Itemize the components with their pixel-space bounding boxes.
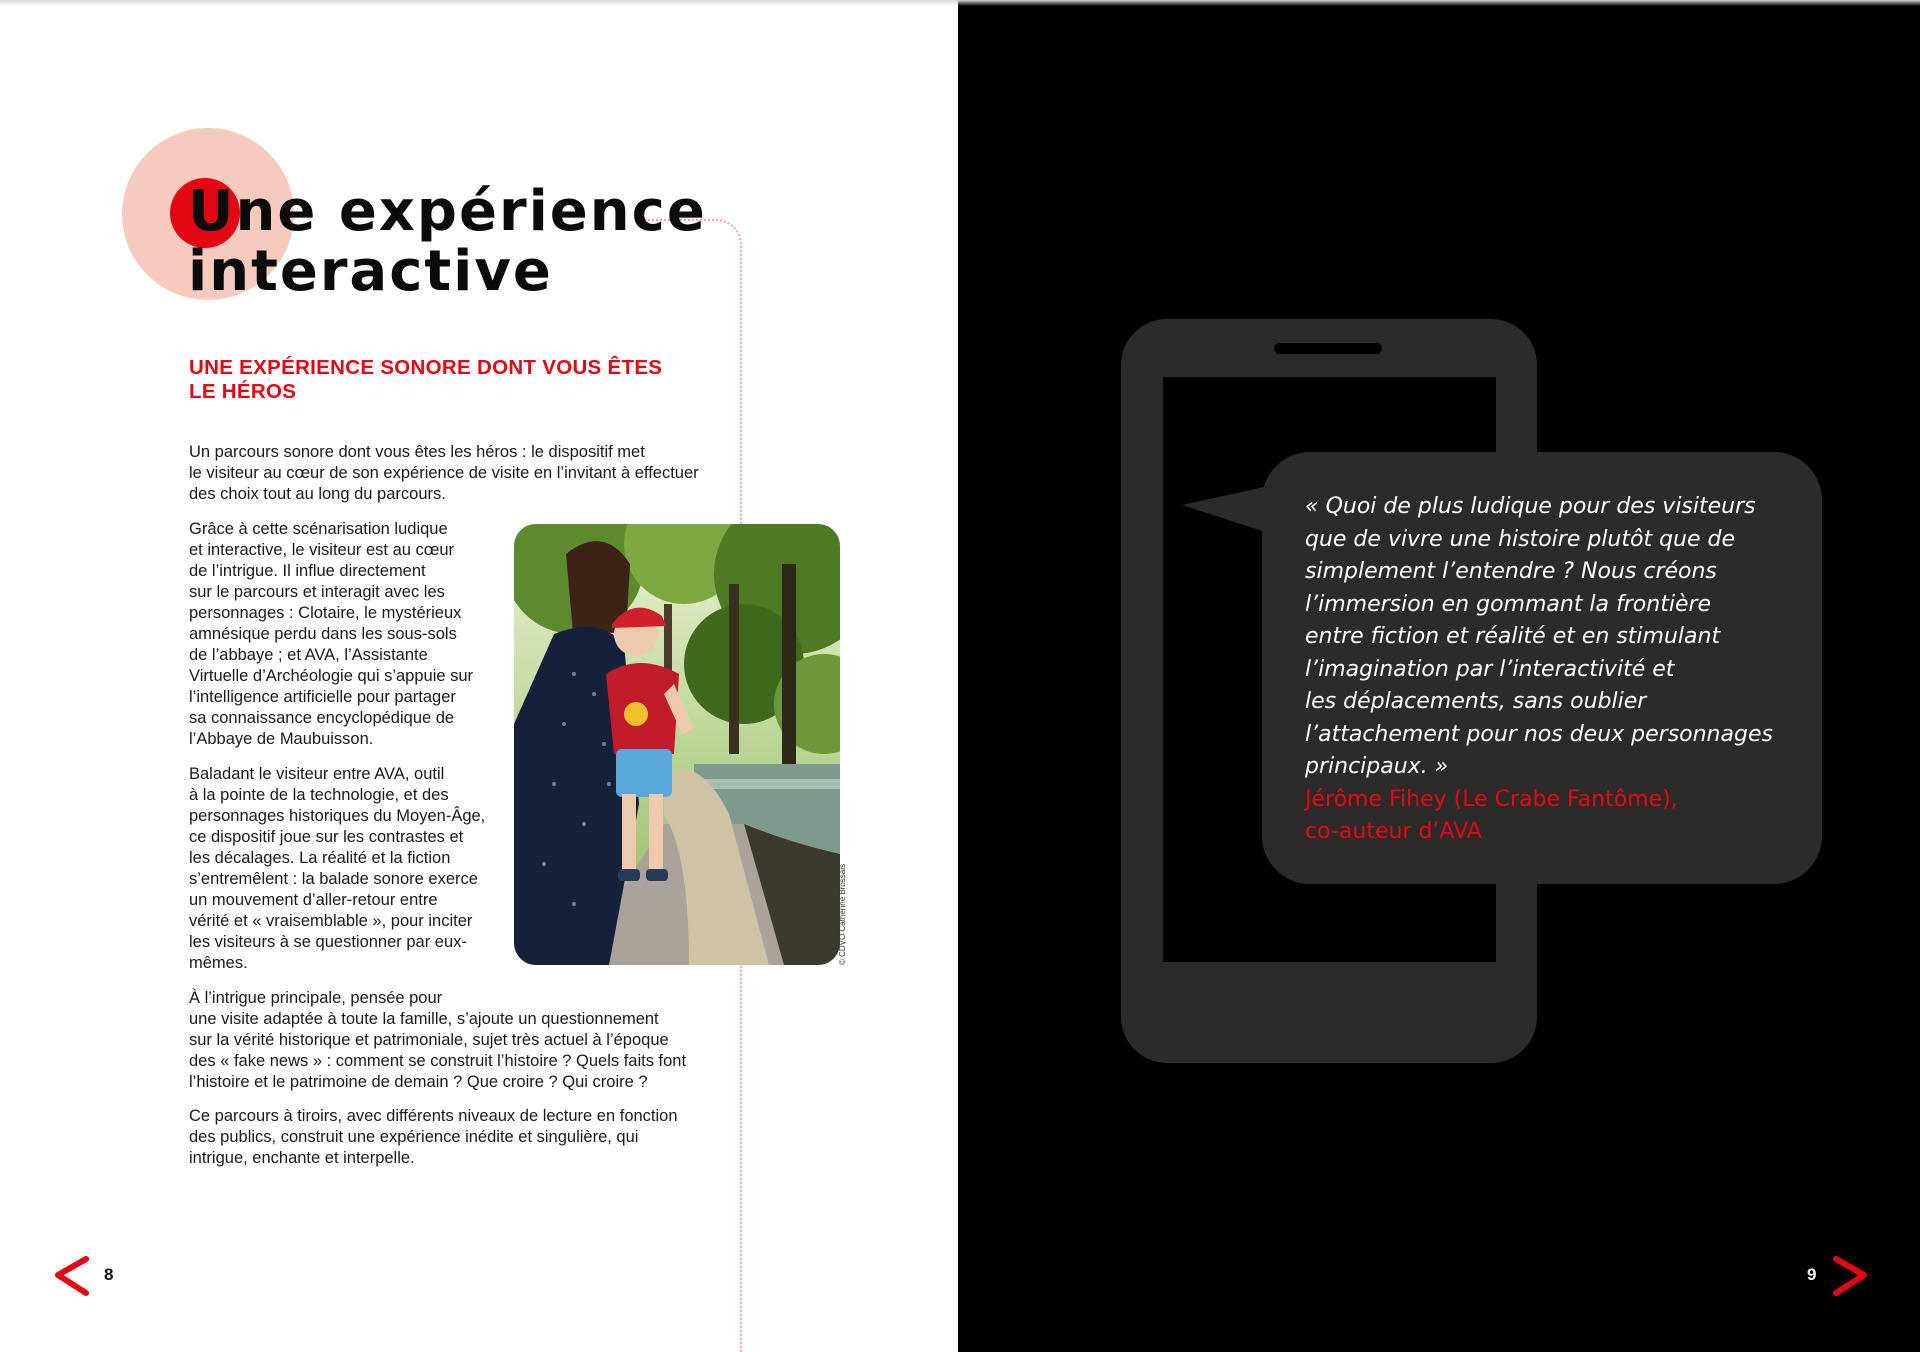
title-line-1: Une expérience [188,179,707,244]
text-line: personnages historiques du Moyen-Âge, [189,807,486,825]
text-line: intrigue, enchante et interpelle. [189,1149,415,1167]
text-line: et interactive, le visiteur est au cœur [189,541,455,559]
paragraph-balade [189,764,485,974]
text-line: mêmes. [189,954,248,972]
page-number-right: 9 [1807,1265,1817,1284]
text-line: de l’abbaye ; et AVA, l’Assistante [189,646,428,664]
text-line: des choix tout au long du parcours. [189,485,446,503]
quote-line: l’attachement pour nos deux personnages [1305,721,1773,747]
previous-page-button[interactable] [50,1255,94,1299]
paragraph-intro [189,442,699,505]
next-page-button[interactable] [1828,1255,1872,1299]
title-line-2: interactive [188,239,553,304]
testimonial-quote [1305,491,1805,849]
text-line: l’histoire et le patrimoine de demain ? Que croire ? Qui croire ? [189,1073,648,1091]
text-line: sur la vérité historique et patrimoniale, sujet très actuel à l’époque [189,1031,669,1049]
text-line: des « fake news » : comment se construit l’histoire ? Quels faits font [189,1052,687,1070]
text-line: l’intelligence artificielle pour partager [189,688,456,706]
chevron-left-icon [50,1255,94,1299]
quote-line: l’immersion en gommant la frontière [1305,591,1712,617]
page-number-left: 8 [104,1265,114,1284]
text-line: l’Abbaye de Maubuisson. [189,730,374,748]
text-line: personnages : Clotaire, le mystérieux [189,604,462,622]
quote-line: l’imagination par l’interactivité et [1305,656,1675,682]
text-line: vérité et « vraisemblable », pour inciter [189,912,473,930]
photo-credit: © CDVO Catherine Brossais [838,863,847,965]
quote-author-role: co-auteur d’AVA [1305,819,1482,844]
text-line: sa connaissance encyclopédique de [189,709,455,727]
text-line: s’entremêlent : la balade sonore exerce [189,870,478,888]
chevron-right-icon [1828,1255,1872,1299]
right-page [958,0,1920,1352]
photo-illustration [514,524,840,965]
quote-line: entre fiction et réalité et en stimulant [1305,624,1721,649]
quote-line: que de vivre une histoire plutôt que de [1305,526,1736,552]
text-line: Virtuelle d’Archéologie qui s’appuie sur [189,667,474,685]
viewer-top-shadow [0,0,1920,6]
subtitle-line: LE HÉROS [189,380,297,403]
text-line: les visiteurs à se questionner par eux- [189,933,467,951]
section-subtitle [189,356,709,404]
left-page [0,0,958,1352]
quote-line: simplement l’entendre ? Nous créons [1305,559,1717,584]
text-line: ce dispositif joue sur les contrastes et [189,828,464,846]
text-line: sur le parcours et interagit avec les [189,583,445,601]
paragraph-tiroirs [189,1106,678,1169]
subtitle-line: UNE EXPÉRIENCE SONORE DONT VOUS ÊTES [189,356,663,379]
text-line: une visite adaptée à toute la famille, s’ajoute un questionnement [189,1010,659,1028]
quote-author: Jérôme Fihey (Le Crabe Fantôme), [1305,786,1678,812]
photo-visitors [514,524,840,965]
text-line: amnésique perdu dans les sous-sols [189,625,457,643]
paragraph-intrigue [189,988,686,1093]
text-line: des publics, construit une expérience inédite et singulière, qui [189,1128,639,1146]
text-line: Ce parcours à tiroirs, avec différents niveaux de lecture en fonction [189,1107,678,1125]
page-title [188,179,707,304]
text-line: à la pointe de la technologie, et des [189,786,449,804]
text-line: les décalages. La réalité et la fiction [189,849,451,867]
text-line: le visiteur au cœur de son expérience de visite en l’invitant à effectuer [189,464,699,482]
text-line: Baladant le visiteur entre AVA, outil [189,765,445,783]
quote-line: principaux. » [1305,754,1449,779]
text-line: Grâce à cette scénarisation ludique [189,520,448,538]
quote-line: « Quoi de plus ludique pour des visiteurs [1305,494,1756,519]
paragraph-scenarisation [189,519,473,750]
text-line: À l’intrigue principale, pensée pour [189,989,443,1007]
text-line: Un parcours sonore dont vous êtes les héros : le dispositif met [189,443,645,461]
quote-line: les déplacements, sans oublier [1305,689,1647,714]
text-line: un mouvement d’aller-retour entre [189,891,438,909]
text-line: de l’intrigue. Il influe directement [189,562,426,580]
